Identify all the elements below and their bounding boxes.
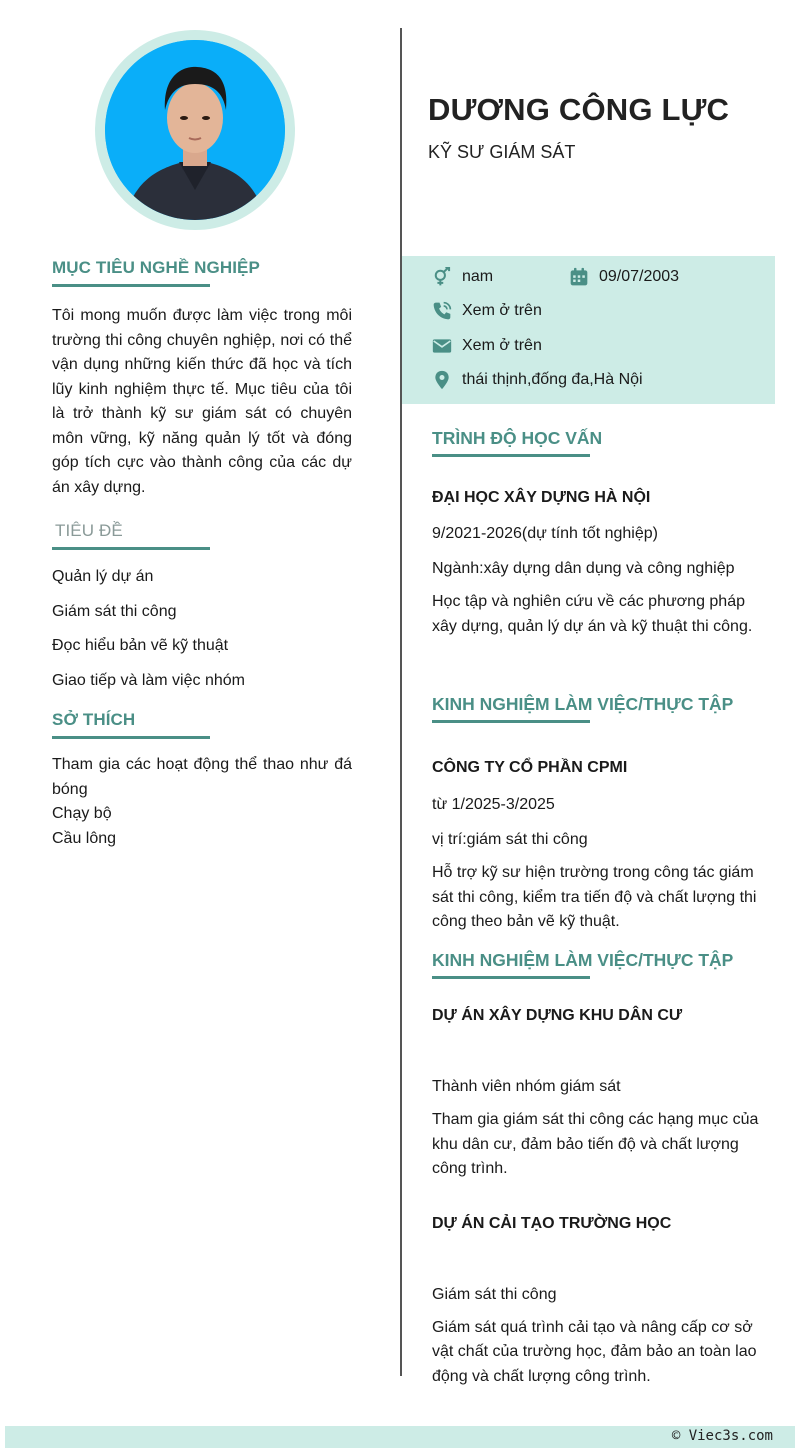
candidate-role: KỸ SƯ GIÁM SÁT [428, 142, 576, 162]
experience-description: Hỗ trợ kỹ sư hiện trường trong công tác giám sát thi công, kiểm tra tiến độ và chất lượng thi công theo bản vẽ kỹ thuật. [432, 864, 757, 930]
email-value: Xem ở trên [462, 337, 542, 354]
objective-section [52, 258, 352, 500]
phone-value: Xem ở trên [462, 302, 542, 319]
skills-section [52, 521, 352, 691]
objective-underline [52, 284, 210, 287]
calendar-icon [569, 267, 589, 287]
education-description: Học tập và nghiên cứu về các phương pháp xây dựng, quản lý dự án và kỹ thuật thi công. [432, 593, 753, 635]
experience-position: vị trí:giám sát thi công [432, 831, 588, 848]
birthday-value: 09/07/2003 [599, 268, 680, 285]
education-title: TRÌNH ĐỘ HỌC VẤN [432, 428, 603, 448]
hobbies-underline [52, 736, 210, 739]
experience-underline [432, 720, 590, 723]
education-major: Ngành:xây dựng dân dụng và công nghiệp [432, 560, 735, 577]
gender-value: nam [462, 268, 494, 285]
education-underline [432, 454, 590, 457]
hobby-line: Tham gia các hoạt động thể thao như đá bóng [52, 756, 352, 798]
skills-title: TIÊU ĐỀ [55, 521, 123, 540]
footer-credit: © Viec3s.com [671, 1428, 773, 1444]
objective-text: Tôi mong muốn được làm việc trong môi trường thi công chuyên nghiệp, nơi có thể vận dụng những kiến thức đã học và tích lũy kinh nghiệm thực tế. Mục tiêu của tôi là trở thành kỹ sư giám sát có chuyên môn vững, kỹ năng quản lý tốt và đóng góp tích cực vào thành công của các dự án xây dựng. [52, 307, 352, 496]
education-period: 9/2021-2026(dự tính tốt nghiệp) [432, 525, 658, 542]
experience-title: KINH NGHIỆM LÀM VIỆC/THỰC TẬP [432, 694, 734, 714]
project-description: Giám sát quá trình cải tạo và nâng cấp cơ sở vật chất của trường học, đảm bảo an toàn lao động và chất lượng công trình. [432, 1318, 757, 1385]
footer-bar [5, 1426, 795, 1448]
hobby-line: Chạy bộ [52, 805, 112, 822]
skills-underline [52, 547, 210, 550]
projects-section [432, 950, 762, 1389]
mail-icon [432, 336, 452, 356]
objective-title: MỤC TIÊU NGHỀ NGHIỆP [52, 258, 260, 277]
phone-icon [432, 301, 452, 321]
skill-item: Quản lý dự án [52, 568, 154, 585]
project-role: Giám sát thi công [432, 1285, 557, 1303]
contact-birthday [569, 267, 679, 287]
candidate-name: DƯƠNG CÔNG LỰC [428, 92, 730, 127]
gender-icon [432, 267, 452, 287]
contact-address [432, 370, 643, 390]
skill-item: Giám sát thi công [52, 602, 177, 620]
contact-phone [432, 301, 542, 321]
experience-period: từ 1/2025-3/2025 [432, 796, 555, 813]
avatar-portrait [105, 40, 285, 220]
hobbies-section [52, 710, 352, 851]
contact-panel [402, 256, 775, 404]
project-name: DỰ ÁN CẢI TẠO TRƯỜNG HỌC [432, 1214, 672, 1232]
experience-section [432, 694, 762, 935]
skill-item: Đọc hiểu bản vẽ kỹ thuật [52, 637, 229, 654]
school-name: ĐẠI HỌC XÂY DỰNG HÀ NỘI [432, 489, 651, 506]
project-description: Tham gia giám sát thi công các hạng mục của khu dân cư, đảm bảo tiến độ và chất lượng công trình. [432, 1111, 759, 1177]
contact-gender [432, 267, 493, 287]
education-section [432, 428, 762, 639]
address-value: thái thịnh,đống đa,Hà Nội [462, 371, 643, 388]
skill-item: Giao tiếp và làm việc nhóm [52, 671, 245, 689]
column-divider [400, 28, 402, 1376]
project-role: Thành viên nhóm giám sát [432, 1078, 621, 1095]
avatar-ring [95, 30, 295, 230]
company-name: CÔNG TY CỔ PHẦN CPMI [432, 759, 628, 776]
projects-title: KINH NGHIỆM LÀM VIỆC/THỰC TẬP [432, 950, 734, 970]
avatar [105, 40, 285, 220]
project-name: DỰ ÁN XÂY DỰNG KHU DÂN CƯ [432, 1007, 683, 1024]
projects-underline [432, 976, 590, 979]
hobbies-title: SỞ THÍCH [52, 710, 136, 729]
contact-email [432, 336, 542, 356]
hobby-line: Cầu lông [52, 829, 117, 847]
location-icon [432, 370, 452, 390]
